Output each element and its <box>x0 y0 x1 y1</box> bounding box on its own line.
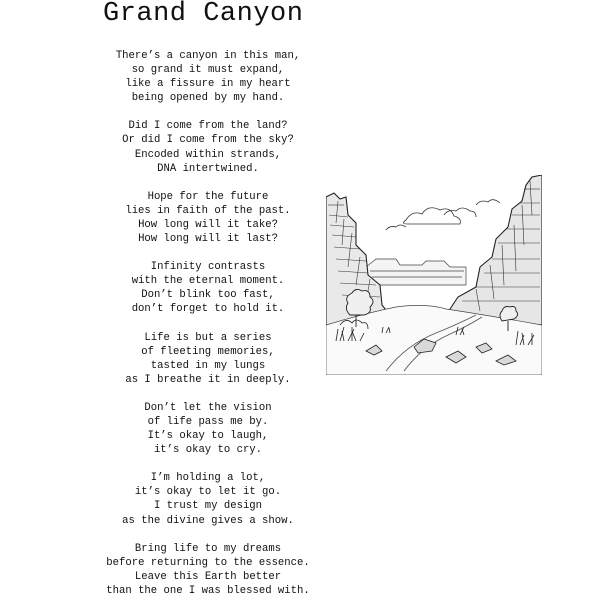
canyon-illustration-svg <box>326 175 542 375</box>
poem-line: DNA intertwined. <box>157 162 259 175</box>
poem-line: it’s okay to cry. <box>153 444 263 457</box>
stanza-8 <box>98 542 318 598</box>
poem-line: as the divine gives a show. <box>122 514 294 527</box>
poem-line: I’m holding a lot, <box>150 472 266 485</box>
poem-line: Did I come from the land? <box>128 120 288 133</box>
stanza-2 <box>98 119 318 175</box>
poem-line: of life pass me by. <box>147 415 269 428</box>
poem-line: Encoded within strands, <box>134 148 282 161</box>
poem-line: Hope for the future <box>147 190 269 203</box>
stanza-6 <box>98 401 318 457</box>
poem-line: How long will it last? <box>138 233 278 246</box>
poem-title: Grand Canyon <box>103 0 304 29</box>
poem-line: it’s okay to let it go. <box>134 486 282 499</box>
poem-line: It’s okay to laugh, <box>147 430 269 443</box>
poem-line: How long will it take? <box>138 218 278 231</box>
poem-line: Leave this Earth better <box>134 570 282 583</box>
poem-line: with the eternal moment. <box>131 275 285 288</box>
stanza-1 <box>98 49 318 105</box>
clouds <box>386 200 500 230</box>
stanza-4 <box>98 260 318 316</box>
poem-line: There’s a canyon in this man, <box>115 50 301 62</box>
poem-line: than the one I was blessed with. <box>106 584 310 597</box>
stanza-3 <box>98 190 318 246</box>
poem-line: lies in faith of the past. <box>125 204 291 217</box>
poem-line: don’t forget to hold it. <box>131 303 285 316</box>
distant-mesas <box>366 259 466 285</box>
poem-line: Infinity contrasts <box>150 261 266 274</box>
poem-line: Life is but a series <box>144 331 272 344</box>
right-cliff <box>446 175 542 325</box>
poem-line: Or did I come from the sky? <box>122 134 294 147</box>
poem-line: of fleeting memories, <box>141 345 275 358</box>
poem-body <box>98 49 318 612</box>
poem-line: Don’t blink too fast, <box>141 289 275 302</box>
poem-line: so grand it must expand, <box>131 64 285 77</box>
poem-line: before returning to the essence. <box>106 556 310 569</box>
poem-line: Don’t let the vision <box>144 401 272 414</box>
stanza-5 <box>98 331 318 387</box>
poem-line: being opened by my hand. <box>131 92 285 105</box>
poem-line: tasted in my lungs <box>150 359 266 372</box>
poem-line: I trust my design <box>153 500 263 513</box>
poem-line: Bring life to my dreams <box>134 542 282 555</box>
poem-line: like a fissure in my heart <box>125 78 291 91</box>
canyon-landscape-drawing <box>326 175 542 375</box>
poem-line: as I breathe it in deeply. <box>125 373 291 386</box>
stanza-7 <box>98 471 318 527</box>
